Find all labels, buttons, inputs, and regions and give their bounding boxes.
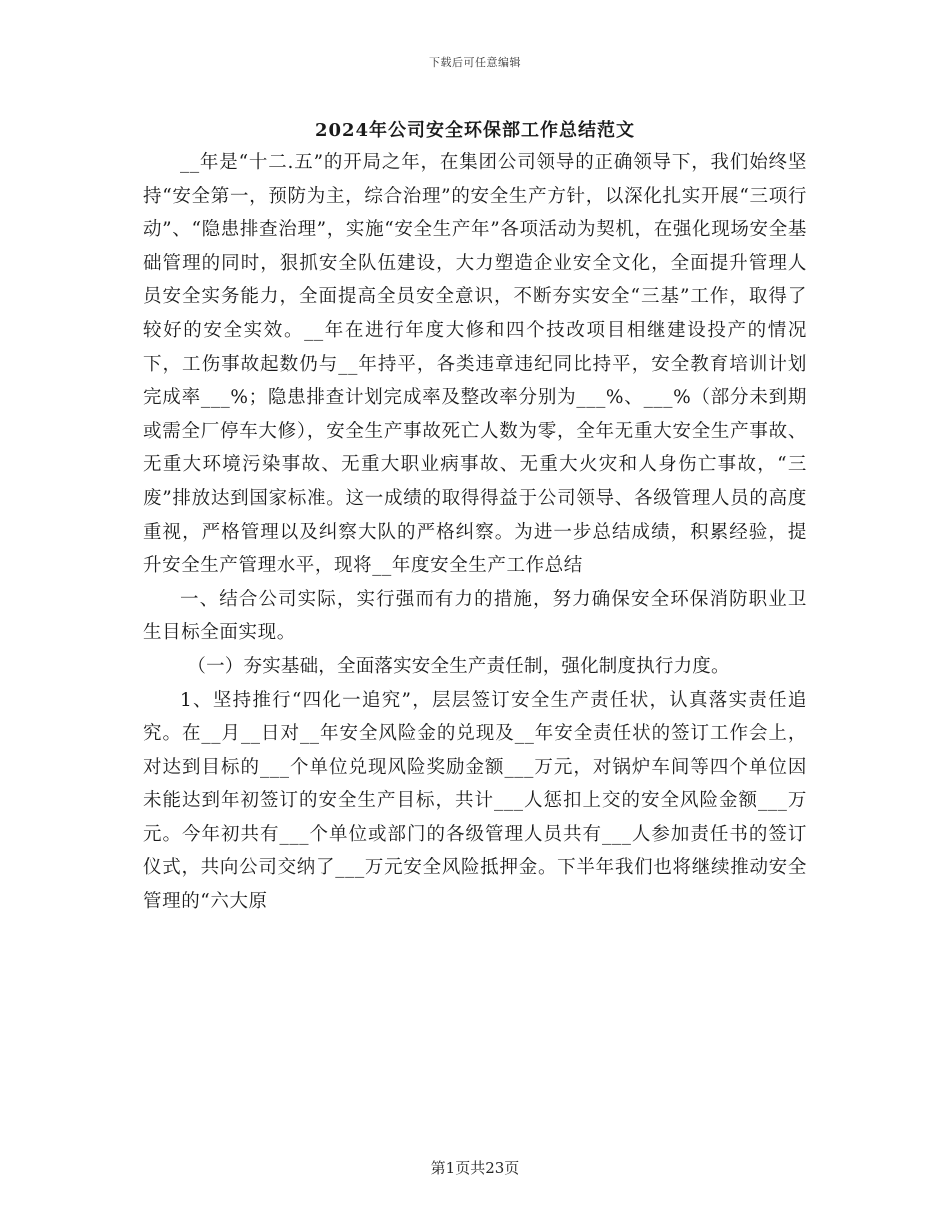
body-paragraph-item-1: 1、坚持推行“四化一追究”，层层签订安全生产责任状，认真落实责任追究。在__月__日对__年安全风险金的兑现及__年安全责任状的签订工作会上，对达到目标的___个单位兑现风险奖励金额___万元，对锅炉车间等四个单位因未能达到年初签订的安全生产目标，共计___人惩扣上交的安全风险金额___万元。今年初共有___个单位或部门的各级管理人员共有___人参加责任书的签订仪式，共向公司交纳了___万元安全风险抵押金。下半年我们也将继续推动安全管理的“六大原 [143,689,807,913]
page-header-note: 下载后可任意编辑 [429,56,521,69]
document-title: 2024年公司安全环保部工作总结范文 [314,120,636,141]
section-heading-1: 一、结合公司实际，实行强而有力的措施，努力确保安全环保消防职业卫生目标全面实现。 [143,588,807,644]
document-body [143,146,807,919]
page-number: 第1页共23页 [430,1159,520,1177]
subsection-heading-1: （一）夯实基础，全面落实安全生产责任制，强化制度执行力度。 [187,655,730,677]
body-paragraph-intro: __年是“十二.五”的开局之年，在集团公司领导的正确领导下，我们始终坚持“安全第一，预防为主，综合治理”的安全生产方针，以深化扎实开展“三项行动”、“隐患排查治理”，实施“安全生产年”各项活动为契机，在强化现场安全基础管理的同时，狠抓安全队伍建设，大力塑造企业安全文化，全面提升管理人员安全实务能力，全面提高全员安全意识，不断夯实安全“三基”工作，取得了较好的安全实效。__年在进行年度大修和四个技改项目相继建设投产的情况下，工伤事故起数仍与__年持平，各类违章违纪同比持平，安全教育培训计划完成率___%；隐患排查计划完成率及整改率分别为___%、___%（部分未到期或需全厂停车大修），安全生产事故死亡人数为零，全年无重大安全生产事故、无重大环境污染事故、无重大职业病事故、无重大火灾和人身伤亡事故，“三废”排放达到国家标准。这一成绩的取得得益于公司领导、各级管理人员的高度重视，严格管理以及纠察大队的严格纠察。为进一步总结成绩，积累经验，提升安全生产管理水平，现将__年度安全生产工作总结 [143,152,807,577]
